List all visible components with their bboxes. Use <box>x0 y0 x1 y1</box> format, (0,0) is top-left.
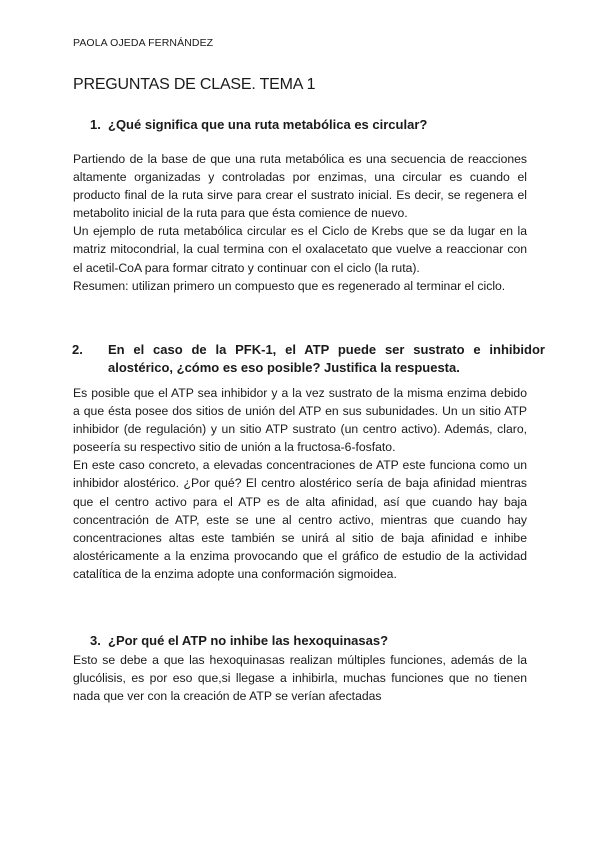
answer-1-paragraph-2: Un ejemplo de ruta metabólica circular es el Ciclo de Krebs que se da lugar en la matriz mitocondrial, la cual termina con el oxalacetato que vuelve a reaccionar con el acetil-CoA para formar citrato y continuar con el ciclo (la ruta). <box>73 224 527 275</box>
answer-1-paragraph-3: Resumen: utilizan primero un compuesto que es regenerado al terminar el ciclo. <box>73 278 506 293</box>
answer-3 <box>73 651 527 705</box>
question-2-text: En el caso de la PFK-1, el ATP puede ser sustrato e inhibidor alostérico, ¿cómo es eso posible? Justifica la respuesta. <box>108 342 545 375</box>
question-1-number: 1. <box>90 117 101 132</box>
question-2-heading <box>72 341 545 377</box>
question-2-number: 2. <box>72 342 83 357</box>
author-header: PAOLA OJEDA FERNÁNDEZ <box>73 37 214 49</box>
answer-1 <box>73 150 527 295</box>
question-1-text: ¿Qué significa que una ruta metabólica es circular? <box>108 117 428 132</box>
question-1-heading <box>90 116 527 134</box>
question-3-number: 3. <box>90 633 101 648</box>
question-3-heading <box>90 632 527 650</box>
question-3-text: ¿Por qué el ATP no inhibe las hexoquinasas? <box>108 633 389 648</box>
answer-2-paragraph-2: En este caso concreto, a elevadas concentraciones de ATP este funciona como un inhibidor alostérico. ¿Por qué? El centro alostérico sería de baja afinidad mientras que el centro activo para el ATP es de alta afinidad, así que cuando hay baja concentración de ATP, este se une al centro activo, mientras que cuando hay concentraciones altas este también se unirá al sitio de baja afinidad e inhibe alostéricamente a la enzima provocando que el gráfico de estudio de la actividad catalítica de la enzima adopte una conformación sigmoidea. <box>73 458 527 581</box>
answer-1-paragraph-1: Partiendo de la base de que una ruta metabólica es una secuencia de reacciones altamente organizadas y controladas por enzimas, una circular es cuando el producto final de la ruta sirve para crear el sustrato inicial. Es decir, se regenera el metabolito inicial de la ruta para que ésta comience de nuevo. <box>73 152 527 221</box>
answer-2 <box>73 384 527 583</box>
answer-3-paragraph-1: Esto se debe a que las hexoquinasas realizan múltiples funciones, además de la glucólisis, es por eso que,si llegase a inhibirla, muchas funciones que no tienen nada que ver con la creación de ATP se verían afectadas <box>73 653 527 704</box>
answer-2-paragraph-1: Es posible que el ATP sea inhibidor y a la vez sustrato de la misma enzima debido a que ésta posee dos sitios de unión del ATP en sus subunidades. Un un sitio ATP inhibidor (de regulación) y un sitio ATP sustrato (un centro activo). Además, claro, poseería su respectivo sitio de unión a la fructosa-6-fosfato. <box>73 386 527 455</box>
page-title: PREGUNTAS DE CLASE. TEMA 1 <box>73 76 316 93</box>
